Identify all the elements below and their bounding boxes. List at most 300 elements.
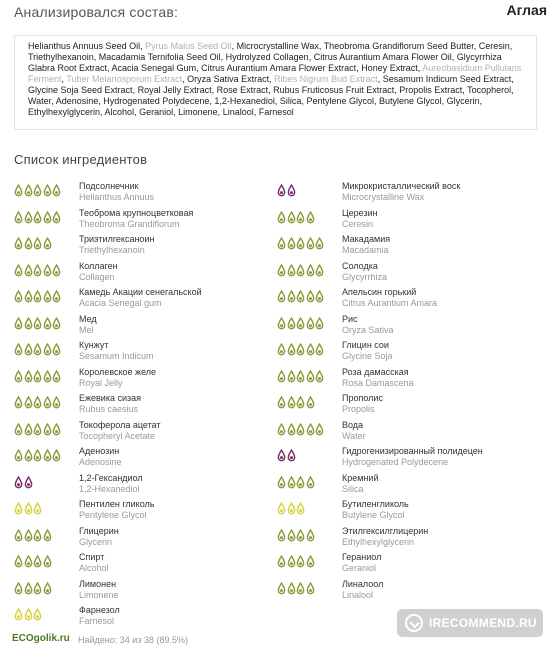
- drop-icon: [43, 184, 52, 197]
- drop-icon: [296, 555, 305, 568]
- safety-rating: [277, 475, 315, 489]
- drop-icon: [43, 317, 52, 330]
- drop-icon: [24, 290, 33, 303]
- drop-icon: [43, 555, 52, 568]
- ingredient-name-ru[interactable]: Прополис: [342, 393, 383, 403]
- ingredient-names: [79, 234, 154, 255]
- ingredient-name-ru[interactable]: Теоброма крупноцветковая: [79, 207, 194, 218]
- ingredient-name-ru[interactable]: Кремний: [342, 472, 379, 483]
- drop-icon: [287, 582, 296, 595]
- ingredient-name-ru[interactable]: Фарнезол: [79, 605, 120, 615]
- ingredient-names: [79, 287, 202, 308]
- composition-ingredient[interactable]: Hydrolyzed Collagen: [225, 52, 309, 62]
- ingredient-name-lat: Theobroma Grandiflorum: [79, 218, 180, 229]
- ingredient-names: [342, 208, 378, 229]
- drop-icon: [24, 529, 33, 542]
- ingredient-name-lat: Oryza Sativa: [342, 324, 394, 335]
- drop-icon: [296, 317, 305, 330]
- composition-ingredient[interactable]: Pyrus Malus Seed Oil: [145, 41, 232, 51]
- ingredient-name-lat: Glycyrrhiza: [342, 271, 388, 282]
- footer: [12, 633, 312, 649]
- drop-icon: [277, 449, 286, 462]
- ingredient-names: [79, 446, 122, 467]
- drop-icon: [315, 423, 324, 436]
- ingredient-name-lat: Farnesol: [79, 616, 115, 626]
- ingredient-row[interactable]: [14, 314, 274, 341]
- drop-icon: [33, 582, 42, 595]
- ingredient-row[interactable]: [277, 208, 537, 235]
- ingredient-name-ru[interactable]: Вода: [342, 419, 364, 430]
- composition-ingredient[interactable]: Water: [28, 96, 52, 106]
- ingredient-names: [79, 393, 141, 414]
- ingredient-names: [342, 181, 460, 202]
- ingredient-name-lat: Adenosine: [79, 457, 122, 467]
- drop-icon: [287, 449, 296, 462]
- ingredients-list-title: Список ингредиентов: [14, 152, 148, 167]
- ingredient-names: [342, 367, 414, 388]
- composition-ingredient[interactable]: Ribes Nigrum Bud Extract: [274, 74, 378, 84]
- ingredient-name-lat: Helianthus Annuus: [79, 192, 155, 202]
- drop-icon: [287, 184, 296, 197]
- drop-icon: [33, 608, 42, 621]
- ingredient-names: [79, 473, 143, 494]
- drop-icon: [33, 555, 42, 568]
- ingredient-names: [79, 208, 193, 229]
- ingredient-row[interactable]: [277, 393, 537, 420]
- safety-rating: [14, 554, 52, 568]
- analysis-title: Анализировался состав:: [14, 4, 179, 20]
- ingredient-row[interactable]: [277, 314, 537, 341]
- drop-icon: [14, 396, 23, 409]
- safety-rating: [277, 342, 325, 356]
- drop-icon: [33, 529, 42, 542]
- ingredient-row[interactable]: [277, 234, 537, 261]
- drop-icon: [14, 555, 23, 568]
- drop-icon: [33, 264, 42, 277]
- ingredient-names: [79, 499, 154, 520]
- ingredient-name-lat: Ethylhexylglycerin: [342, 536, 415, 547]
- drop-icon: [14, 317, 23, 330]
- drop-icon: [43, 237, 52, 250]
- ingredient-name-lat: Glycine Soja: [342, 351, 393, 361]
- composition-ingredient[interactable]: Rubus Fruticosus Fruit Extract: [273, 85, 395, 95]
- composition-ingredient[interactable]: Tocopherol: [467, 85, 512, 95]
- ingredient-row[interactable]: [277, 473, 537, 500]
- drop-icon: [287, 502, 296, 515]
- drop-icon: [33, 343, 42, 356]
- drop-icon: [52, 370, 61, 383]
- safety-rating: [14, 475, 33, 489]
- ingredient-name-lat: 1,2-Hexanediol: [79, 483, 140, 494]
- ingredient-row[interactable]: [14, 473, 274, 500]
- drop-icon: [52, 396, 61, 409]
- drop-icon: [287, 555, 296, 568]
- drop-icon: [14, 476, 23, 489]
- drop-icon: [14, 237, 23, 250]
- drop-icon: [296, 237, 305, 250]
- drop-icon: [14, 423, 23, 436]
- drop-icon: [287, 476, 296, 489]
- ingredient-name-ru[interactable]: Триэтилгексаноин: [79, 234, 155, 244]
- composition-ingredient[interactable]: Propolis Extract: [399, 85, 463, 95]
- drop-icon: [24, 555, 33, 568]
- safety-rating: [277, 183, 296, 197]
- drop-icon: [43, 211, 52, 224]
- composition-ingredient[interactable]: Oryza Sativa Extract: [187, 74, 270, 84]
- safety-rating: [14, 342, 62, 356]
- drop-icon: [277, 211, 286, 224]
- ingredient-row[interactable]: [277, 181, 537, 208]
- drop-icon: [33, 449, 42, 462]
- composition-ingredient[interactable]: Helianthus Annuus Seed Oil: [28, 41, 141, 51]
- drop-icon: [14, 343, 23, 356]
- drop-icon: [277, 184, 286, 197]
- ingredient-row[interactable]: [14, 579, 274, 606]
- ingredient-row[interactable]: [277, 552, 537, 579]
- drop-icon: [277, 582, 286, 595]
- drop-icon: [24, 608, 33, 621]
- drop-icon: [296, 396, 305, 409]
- drop-icon: [277, 396, 286, 409]
- composition-ingredient[interactable]: Aureobasidium Pullulans Ferment: [28, 63, 522, 84]
- ingredient-name-lat: Geraniol: [342, 563, 377, 573]
- ingredient-row[interactable]: [14, 261, 274, 288]
- drop-icon: [14, 290, 23, 303]
- safety-rating: [277, 422, 325, 436]
- safety-rating: [14, 369, 62, 383]
- drop-icon: [315, 290, 324, 303]
- ingredient-row[interactable]: [14, 208, 274, 235]
- drop-icon: [315, 370, 324, 383]
- safety-rating: [277, 369, 325, 383]
- safety-rating: [14, 607, 43, 621]
- drop-icon: [287, 529, 296, 542]
- drop-icon: [315, 317, 324, 330]
- drop-icon: [306, 211, 315, 224]
- ingredient-name-lat: Alcohol: [79, 563, 109, 573]
- ingredient-name-ru[interactable]: Апельсин горький: [342, 287, 417, 297]
- composition-ingredient[interactable]: Glycine Soja Seed Extract: [28, 85, 133, 95]
- ingredient-row[interactable]: [14, 499, 274, 526]
- composition-ingredient[interactable]: Limonene: [178, 107, 218, 117]
- composition-ingredient[interactable]: Royal Jelly Extract: [137, 85, 212, 95]
- ingredient-names: [79, 261, 118, 282]
- composition-ingredient[interactable]: Geraniol: [139, 107, 174, 117]
- drop-icon: [296, 582, 305, 595]
- header: [14, 4, 547, 24]
- ingredient-name-ru[interactable]: Гераниол: [342, 552, 382, 562]
- composition-ingredient[interactable]: Alcohol: [104, 107, 135, 117]
- drop-icon: [306, 529, 315, 542]
- ingredient-name-lat: Tocopheryl Acetate: [79, 430, 156, 441]
- drop-icon: [306, 476, 315, 489]
- drop-icon: [33, 184, 42, 197]
- drop-icon: [277, 370, 286, 383]
- composition-ingredient[interactable]: Triethylhexanoin: [28, 52, 94, 62]
- drop-icon: [33, 211, 42, 224]
- ingredient-name-ru[interactable]: Бутиленгликоль: [342, 499, 409, 509]
- ingredient-name-ru[interactable]: Этилгексилглицерин: [342, 525, 429, 536]
- ingredient-name-lat: Triethylhexanoin: [79, 245, 145, 255]
- ingredient-name-lat: Mel: [79, 324, 94, 335]
- safety-rating: [14, 316, 62, 330]
- ingredient-name-ru[interactable]: Лимонен: [79, 578, 117, 589]
- drop-icon: [287, 396, 296, 409]
- ingredient-name-lat: Ceresin: [342, 218, 374, 229]
- ingredient-row[interactable]: [14, 393, 274, 420]
- ingredient-row[interactable]: [14, 181, 274, 208]
- drop-icon: [277, 264, 286, 277]
- ingredient-name-lat: Sesamum Indicum: [79, 351, 154, 361]
- drop-icon: [277, 529, 286, 542]
- ingredients-column-right: [277, 181, 537, 605]
- ingredient-row[interactable]: [277, 340, 537, 367]
- drop-icon: [24, 476, 33, 489]
- watermark-text: IRECOMMEND.RU: [429, 616, 537, 630]
- safety-rating: [14, 210, 62, 224]
- drop-icon: [315, 343, 324, 356]
- composition-ingredient[interactable]: Tuber Melanosporum Extract: [66, 74, 183, 84]
- drop-icon: [24, 317, 33, 330]
- ingredient-name-ru[interactable]: Ежевика сизая: [79, 393, 142, 403]
- ingredient-name-ru[interactable]: 1,2-Гександиол: [79, 472, 143, 483]
- drop-icon: [296, 529, 305, 542]
- ingredient-row[interactable]: [277, 526, 537, 553]
- ingredient-row[interactable]: [14, 340, 274, 367]
- ingredient-names: [79, 340, 154, 361]
- drop-icon: [14, 370, 23, 383]
- drop-icon: [306, 290, 315, 303]
- composition-ingredient[interactable]: Citrus Aurantium Amara Flower Oil: [313, 52, 452, 62]
- checkmark-icon: [405, 614, 423, 632]
- drop-icon: [24, 396, 33, 409]
- ingredient-row[interactable]: [277, 499, 537, 526]
- ingredient-name-ru[interactable]: Рис: [342, 313, 358, 324]
- brand-name[interactable]: Аглая: [506, 2, 547, 18]
- composition-ingredient[interactable]: Honey Extract: [361, 63, 418, 73]
- ingredient-names: [79, 181, 154, 202]
- drop-icon: [306, 370, 315, 383]
- drop-icon: [277, 502, 286, 515]
- ingredient-name-ru[interactable]: Солодка: [342, 260, 378, 271]
- drop-icon: [33, 396, 42, 409]
- ingredient-names: [342, 340, 393, 361]
- ingredient-row[interactable]: [14, 367, 274, 394]
- drop-icon: [277, 555, 286, 568]
- ingredient-name-ru[interactable]: Коллаген: [79, 260, 118, 271]
- composition-ingredient[interactable]: 1,2-Hexanediol: [214, 96, 275, 106]
- composition-ingredient[interactable]: Ceresin: [478, 41, 510, 51]
- ingredient-name-lat: Hydrogenated Polydecene: [342, 457, 449, 467]
- irecommend-watermark: [397, 609, 543, 637]
- ingredient-name-ru[interactable]: Токоферола ацетат: [79, 419, 161, 430]
- ingredient-name-ru[interactable]: Глицерин: [79, 525, 119, 536]
- ingredient-row[interactable]: [14, 420, 274, 447]
- ingredient-name-ru[interactable]: Подсолнечник: [79, 181, 139, 191]
- safety-rating: [277, 528, 315, 542]
- composition-ingredient[interactable]: Rose Extract: [216, 85, 269, 95]
- ingredient-name-ru[interactable]: Кунжут: [79, 340, 109, 350]
- ingredient-name-ru[interactable]: Глицин сои: [342, 340, 389, 350]
- drop-icon: [296, 211, 305, 224]
- composition-ingredient[interactable]: Farnesol: [258, 107, 294, 117]
- drop-icon: [43, 264, 52, 277]
- drop-icon: [33, 423, 42, 436]
- drop-icon: [287, 317, 296, 330]
- drop-icon: [14, 582, 23, 595]
- ingredient-name-lat: Royal Jelly: [79, 377, 123, 388]
- drop-icon: [277, 317, 286, 330]
- ingredient-names: [79, 420, 161, 441]
- ingredient-names: [342, 446, 483, 467]
- composition-ingredient[interactable]: Linalool: [222, 107, 254, 117]
- ingredient-name-ru[interactable]: Спирт: [79, 552, 105, 562]
- ingredient-row[interactable]: [277, 367, 537, 394]
- composition-ingredient[interactable]: Ethylhexylglycerin: [28, 107, 101, 117]
- composition-box: Helianthus Annuus Seed Oil, Pyrus Malus Seed Oil, Microcrystalline Wax, Theobroma Grandiflorum Seed Butter, Ceresin, Triethylhexanoin, Macadamia Ternifolia Seed Oil, Hydrolyzed Collagen, Citrus Aurantium Amara Flower Oil, Glycyrrhiza Glabra Root Extract, Acacia Senegal Gum, Citrus Aurantium Amara Flower Extract, Honey Extract, Aureobasidium Pullulans Ferment, Tuber Melanosporum Extract, Oryza Sativa Extract, Ribes Nigrum Bud Extract, Sesamum Indicum Seed Extract, Glycine Soja Seed Extract, Royal Jelly Extract, Rose Extract, Rubus Fruticosus Fruit Extract, Propolis Extract, Tocopherol, Water, Adenosine, Hydrogenated Polydecene, 1,2-Hexanediol, Silica, Pentylene Glycol, Butylene Glycol, Glycerin, Ethylhexylglycerin, Alcohol, Geraniol, Limonene, Linalool, Farnesol: [14, 35, 537, 130]
- drop-icon: [33, 237, 42, 250]
- composition-ingredient[interactable]: Glycerin: [446, 96, 480, 106]
- safety-rating: [14, 183, 62, 197]
- ingredient-name-lat: Limonene: [79, 589, 119, 600]
- ingredient-names: [342, 579, 383, 600]
- ingredient-name-lat: Butylene Glycol: [342, 510, 405, 520]
- ingredient-name-lat: Propolis: [342, 404, 375, 414]
- ingredient-row[interactable]: [277, 261, 537, 288]
- drop-icon: [306, 555, 315, 568]
- ingredient-row[interactable]: [14, 287, 274, 314]
- composition-ingredient[interactable]: Adenosine: [55, 96, 99, 106]
- safety-rating: [277, 501, 306, 515]
- drop-icon: [14, 608, 23, 621]
- drop-icon: [306, 237, 315, 250]
- composition-ingredient[interactable]: Citrus Aurantium Amara Flower Extract: [201, 63, 357, 73]
- drop-icon: [33, 502, 42, 515]
- ingredient-name-ru[interactable]: Церезин: [342, 207, 378, 218]
- ingredient-name-ru[interactable]: Макадамия: [342, 234, 391, 244]
- ingredient-name-lat: Rubus caesius: [79, 404, 139, 414]
- safety-rating: [14, 395, 62, 409]
- drop-icon: [52, 449, 61, 462]
- composition-ingredient[interactable]: Pentylene Glycol: [306, 96, 374, 106]
- drop-icon: [287, 423, 296, 436]
- safety-rating: [277, 395, 315, 409]
- drop-icon: [277, 290, 286, 303]
- drop-icon: [296, 264, 305, 277]
- drop-icon: [43, 370, 52, 383]
- ingredient-names: [342, 314, 394, 335]
- drop-icon: [287, 237, 296, 250]
- safety-rating: [277, 316, 325, 330]
- ingredient-name-ru[interactable]: Королевское желе: [79, 366, 157, 377]
- drop-icon: [43, 343, 52, 356]
- ingredient-name-lat: Water: [342, 430, 366, 441]
- composition-ingredient[interactable]: Macadamia Ternifolia Seed Oil: [98, 52, 221, 62]
- drop-icon: [52, 264, 61, 277]
- drop-icon: [306, 582, 315, 595]
- ingredient-name-ru[interactable]: Микрокристаллический воск: [342, 181, 461, 191]
- ingredient-names: [342, 552, 381, 573]
- drop-icon: [33, 370, 42, 383]
- ingredient-row[interactable]: [14, 234, 274, 261]
- drop-icon: [24, 449, 33, 462]
- ingredient-name-ru[interactable]: Гидрогенизированный полидецен: [342, 446, 483, 456]
- drop-icon: [14, 449, 23, 462]
- drop-icon: [43, 290, 52, 303]
- drop-icon: [52, 290, 61, 303]
- drop-icon: [24, 423, 33, 436]
- safety-rating: [14, 263, 62, 277]
- ingredient-name-ru[interactable]: Мед: [79, 313, 97, 324]
- ingredient-row[interactable]: [277, 287, 537, 314]
- drop-icon: [43, 396, 52, 409]
- composition-ingredient[interactable]: Microcrystalline Wax: [236, 41, 319, 51]
- ingredient-name-ru[interactable]: Пентилен гликоль: [79, 499, 155, 509]
- ingredient-name-ru[interactable]: Линалоол: [342, 578, 384, 589]
- safety-rating: [277, 581, 315, 595]
- ingredient-name-ru[interactable]: Аденозин: [79, 446, 120, 456]
- ingredient-name-lat: Glycerin: [79, 536, 113, 547]
- ingredient-row[interactable]: [14, 446, 274, 473]
- drop-icon: [33, 317, 42, 330]
- ingredient-row[interactable]: [14, 552, 274, 579]
- drop-icon: [52, 423, 61, 436]
- ingredient-names: [342, 526, 428, 547]
- drop-icon: [24, 211, 33, 224]
- drop-icon: [277, 423, 286, 436]
- ingredient-name-lat: Linalool: [342, 589, 374, 600]
- ingredient-row[interactable]: [277, 446, 537, 473]
- ingredient-names: [79, 526, 119, 547]
- drop-icon: [296, 502, 305, 515]
- ingredient-names: [79, 552, 109, 573]
- composition-ingredient[interactable]: Theobroma Grandiflorum Seed Butter: [323, 41, 474, 51]
- safety-rating: [277, 448, 296, 462]
- drop-icon: [306, 423, 315, 436]
- safety-rating: [277, 289, 325, 303]
- safety-rating: [14, 422, 62, 436]
- drop-icon: [14, 529, 23, 542]
- safety-rating: [277, 236, 325, 250]
- ingredient-names: [79, 579, 119, 600]
- composition-ingredient[interactable]: Sesamum Indicum Seed Extract: [382, 74, 512, 84]
- drop-icon: [14, 211, 23, 224]
- ingredient-row[interactable]: [14, 526, 274, 553]
- drop-icon: [296, 370, 305, 383]
- drop-icon: [287, 290, 296, 303]
- ingredient-row[interactable]: [277, 420, 537, 447]
- drop-icon: [24, 264, 33, 277]
- ecogolik-logo[interactable]: ECOgolik.ru: [12, 633, 70, 644]
- composition-ingredient[interactable]: Silica: [279, 96, 302, 106]
- drop-icon: [43, 449, 52, 462]
- ingredient-name-ru[interactable]: Роза дамасская: [342, 366, 409, 377]
- composition-ingredient[interactable]: Hydrogenated Polydecene: [103, 96, 210, 106]
- ingredient-row[interactable]: [277, 579, 537, 606]
- ingredients-column-left: [14, 181, 274, 632]
- composition-ingredient[interactable]: Butylene Glycol: [379, 96, 442, 106]
- drop-icon: [287, 264, 296, 277]
- composition-ingredient[interactable]: Acacia Senegal Gum: [111, 63, 197, 73]
- composition-ingredient[interactable]: Glycyrrhiza Glabra Root Extract: [28, 52, 502, 73]
- safety-rating: [14, 581, 52, 595]
- drop-icon: [315, 237, 324, 250]
- drop-icon: [296, 343, 305, 356]
- ingredient-name-ru[interactable]: Камедь Акации сенегальской: [79, 287, 202, 297]
- ingredient-names: [79, 605, 120, 626]
- ingredient-row[interactable]: [14, 605, 274, 632]
- drop-icon: [296, 476, 305, 489]
